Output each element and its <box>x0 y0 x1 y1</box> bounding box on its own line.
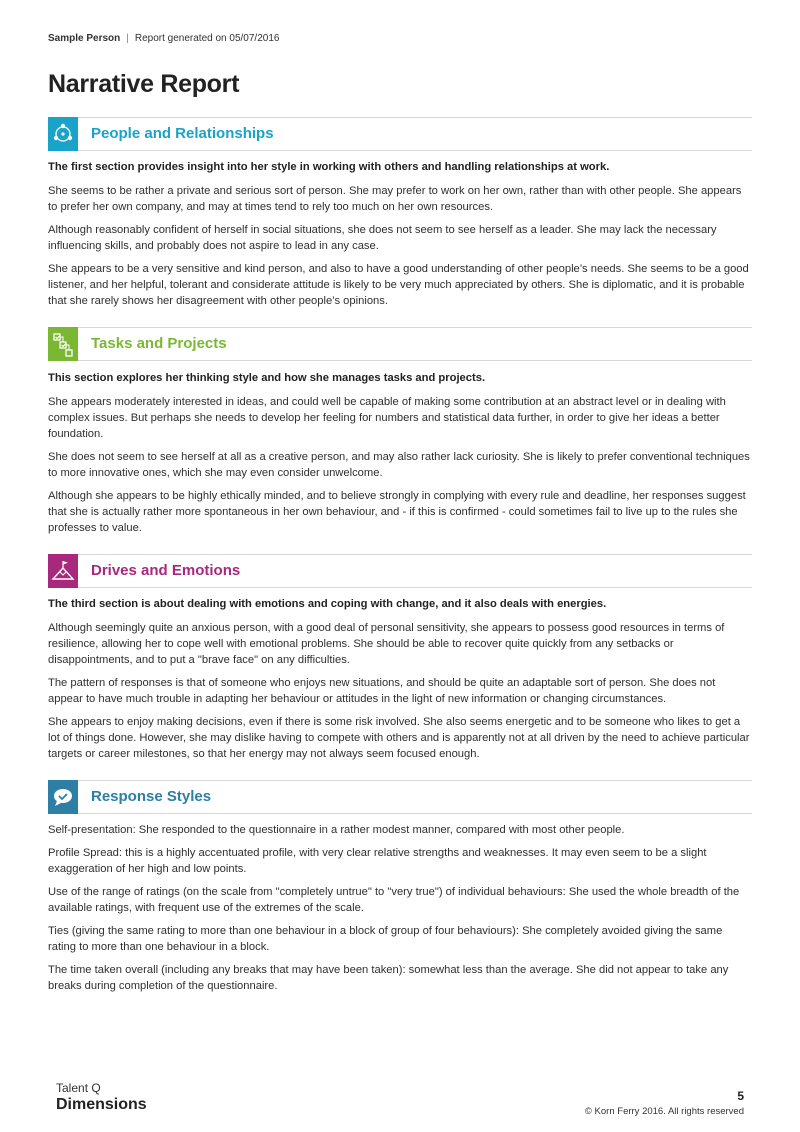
paragraph: Although she appears to be highly ethically minded, and to believe strongly in complying with every rule and deadline, her responses suggest that she is actually rather more spontaneous in her own behaviour, and - if this is confirmed - could sometimes fail to live up to the rules she professes to value. <box>48 490 746 534</box>
section-header-response <box>48 780 752 814</box>
paragraph: Although reasonably confident of herself in social situations, she does not seem to see herself as a leader. She may lack the necessary influencing skills, and probably does not aspire to lead in any case. <box>48 224 717 252</box>
paragraph: The pattern of responses is that of someone who enjoys new situations, and should be quite an adaptable sort of person. She does not appear to have much trouble in adapting her behaviour or attitudes in the light of new information or changing circumstances. <box>48 677 716 705</box>
section-title-tasks: Tasks and Projects <box>91 335 227 352</box>
paragraph: She appears to enjoy making decisions, even if there is some risk involved. She also seems energetic and to be someone who likes to get a lot of things done. However, she may dislike having to compete with others and is apparently not at all driven by the need to achieve particular targets or career milestones, so that her energy may not always seem focused enough. <box>48 716 750 760</box>
paragraph: The time taken overall (including any breaks that may have been taken): somewhat less than the average. She did not appear to take any breaks during completion of the questionnaire. <box>48 964 729 992</box>
mountain-flag-icon <box>48 554 78 588</box>
page-title: Narrative Report <box>48 70 240 98</box>
section-header-tasks <box>48 327 752 361</box>
report-generated-date: Report generated on 05/07/2016 <box>134 33 280 44</box>
section-header-drives <box>48 554 752 588</box>
section-body-tasks <box>48 370 752 543</box>
paragraph: Self-presentation: She responded to the questionnaire in a rather modest manner, compared with most other people. <box>48 824 625 836</box>
section-intro: The first section provides insight into her style in working with others and handling relationships at work. <box>48 161 610 173</box>
section-title-drives: Drives and Emotions <box>91 562 241 579</box>
page-number: 5 <box>737 1089 744 1103</box>
paragraph: She does not seem to see herself at all as a creative person, and may also rather lack curiosity. She is likely to prefer conventional techniques to more innovative ones, which she may even consider unwelcome. <box>48 451 750 479</box>
footer-brand <box>56 1081 147 1114</box>
section-title-people: People and Relationships <box>91 125 274 142</box>
paragraph: Use of the range of ratings (on the scale from "completely untrue" to "very true") of individual behaviours: She used the whole breadth of the available ratings, with frequent use of the extremes of the scale. <box>48 886 740 914</box>
paragraph: Profile Spread: this is a highly accentuated profile, with very clear relative strengths and weaknesses. It may even seem to be a slight exaggeration of her high and low points. <box>48 847 707 875</box>
paragraph: Ties (giving the same rating to more than one behaviour in a block of group of four behaviours): She completely avoided giving the same rating to more than one behaviour in a block. <box>48 925 723 953</box>
speech-check-icon <box>48 780 78 814</box>
brand-small: Talent Q <box>56 1081 101 1095</box>
section-body-people <box>48 159 752 316</box>
paragraph: She appears to be a very sensitive and kind person, and also to have a good understanding of other people’s needs. She seems to be a good listener, and her helpful, tolerant and considerate attitude is likely to be very much appreciated by others. She is diplomatic, and it is probable that she rarely shows her disagreement with other people’s opinions. <box>48 263 749 307</box>
people-network-icon <box>48 117 78 151</box>
brand-big: Dimensions <box>56 1096 147 1113</box>
section-title-response: Response Styles <box>91 788 212 805</box>
section-intro: The third section is about dealing with emotions and coping with change, and it also deals with energies. <box>48 598 607 610</box>
section-intro: This section explores her thinking style and how she manages tasks and projects. <box>48 372 486 384</box>
section-header-people <box>48 117 752 151</box>
report-header <box>48 33 279 44</box>
paragraph: Although seemingly quite an anxious person, with a good deal of personal sensitivity, she appears to possess good resources in terms of resilience, allowing her to cope well with emotional problems. She should be able to recover quite quickly from any setbacks or disappointments, and to put a "brave face" on any difficulties. <box>48 622 725 666</box>
task-flow-icon <box>48 327 78 361</box>
paragraph: She seems to be rather a private and serious sort of person. She may prefer to work on her own, rather than with other people. She appears to prefer her own company, and may at times tend to rely too much on her own resources. <box>48 185 742 213</box>
paragraph: She appears moderately interested in ideas, and could well be capable of making some contribution at an abstract level or in dealing with complex issues. But perhaps she needs to develop her feeling for numbers and statistical data further, in order to give her ideas a better foundation. <box>48 396 726 440</box>
footer-right <box>585 1089 744 1117</box>
section-body-response <box>48 822 752 1001</box>
person-name: Sample Person <box>48 33 121 44</box>
header-separator: | <box>126 33 129 44</box>
section-body-drives <box>48 596 752 769</box>
copyright: © Korn Ferry 2016. All rights reserved <box>584 1106 744 1117</box>
